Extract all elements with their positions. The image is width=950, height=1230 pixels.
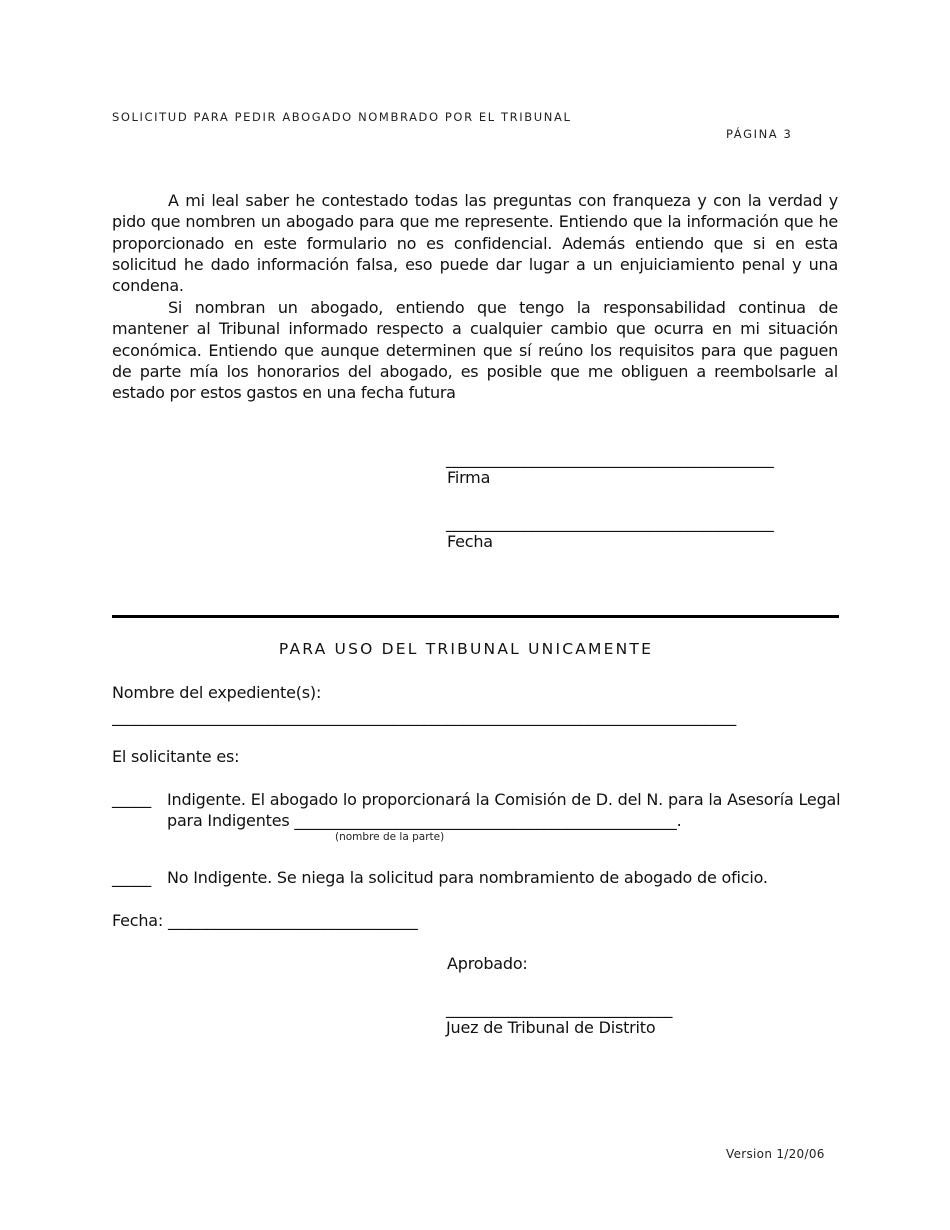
signature-date-label: Fecha (447, 532, 493, 551)
judge-signature-line[interactable]: _____________________________ (446, 999, 673, 1018)
section-divider (112, 615, 839, 618)
approved-label: Aprobado: (447, 954, 528, 973)
statement-paragraph-2 (112, 297, 838, 403)
applicant-label: El solicitante es: (112, 747, 240, 766)
indigent-checkbox-blank[interactable]: _____ (112, 789, 152, 808)
signature-label: Firma (447, 468, 491, 487)
case-name-label: Nombre del expediente(s): (112, 683, 322, 702)
court-date-field[interactable]: Fecha: ________________________________ (112, 911, 418, 930)
not-indigent-option: No Indigente. Se niega la solicitud para nombramiento de abogado de oficio. (167, 868, 768, 887)
statement-paragraph-1 (112, 190, 838, 296)
signature-date-line[interactable]: __________________________________________ (446, 513, 774, 532)
indigent-option-line-1: Indigente. El abogado lo proporcionará la Comisión de D. del N. para la Asesoría Legal (167, 790, 841, 809)
form-title: SOLICITUD PARA PEDIR ABOGADO NOMBRADO POR EL TRIBUNAL (112, 110, 572, 124)
indigent-option-line-2: para Indigentes _________________________________________________. (167, 811, 682, 830)
court-use-title: PARA USO DEL TRIBUNAL UNICAMENTE (278, 640, 654, 658)
paragraph-2-text: Si nombran un abogado, entiendo que tengo la responsabilidad continua de mantener al Tribunal informado respecto a cualquier cambio que ocurra en mi situación económica. Entiendo que aunque determinen que sí reúno los requisitos para que paguen de parte mía los honorarios del abogado, es posible que me obliguen a reembolsarle al estado por estos gastos en una fecha futura (112, 298, 838, 403)
party-name-caption: (nombre de la parte) (335, 831, 445, 843)
page-number: PÁGINA 3 (726, 127, 793, 141)
not-indigent-checkbox-blank[interactable]: _____ (112, 868, 152, 887)
case-name-line[interactable]: ________________________________________________________________________________ (112, 707, 737, 726)
version-label: Version 1/20/06 (726, 1147, 825, 1161)
signature-line[interactable]: __________________________________________ (446, 449, 774, 468)
paragraph-1-text: A mi leal saber he contestado todas las preguntas con franqueza y con la verdad y pido que nombren un abogado para que me represente. Entiendo que la información que he proporcionado en este formulario no es confidencial. Además entiendo que si en esta solicitud he dado información falsa, eso puede dar lugar a un enjuiciamiento penal y una condena. (112, 191, 838, 296)
judge-label: Juez de Tribunal de Distrito (446, 1018, 656, 1037)
